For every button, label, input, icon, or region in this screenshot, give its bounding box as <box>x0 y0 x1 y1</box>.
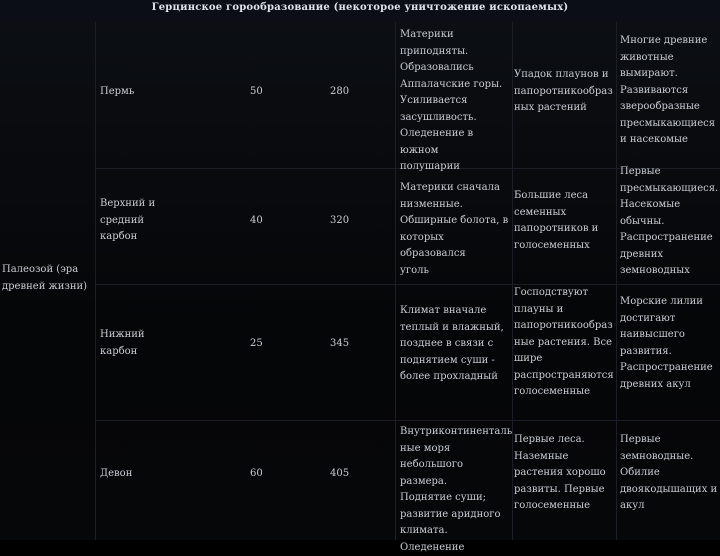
period-start-ago: 320 <box>330 215 350 226</box>
period-start-ago: 405 <box>330 468 350 479</box>
animals-cell: Первые пресмыкающиеся. Насекомые обычны. Распространение древних земноводных <box>620 166 719 276</box>
geology-climate-cell: Материки приподняты. Образовались Аппалачские горы. Усиливается засушливость. Оледенение в южном полушарии <box>400 29 503 172</box>
grid-line <box>395 22 396 540</box>
animals-cell: Морские лилии достигают наивысшего развития. Распространение древних акул <box>620 296 713 390</box>
period-start-ago: 345 <box>330 338 350 349</box>
plants-cell: Большие леса семенных папоротников и голосеменных <box>514 190 599 251</box>
table-header: Герцинское горообразование (некоторое уничтожение ископаемых) <box>151 2 569 13</box>
geology-climate-cell: Внутриконтиненталь ные моря небольшого размера. Поднятие суши; развитие аридного климата. Оледенение <box>400 426 513 553</box>
period-name: Девон <box>100 468 133 479</box>
grid-line <box>512 22 513 540</box>
geology-climate-cell: Материки сначала низменные. Обширные болота, в которых образовался уголь <box>400 182 509 276</box>
period-start-ago: 280 <box>330 86 350 97</box>
period-duration: 25 <box>250 338 263 349</box>
plants-cell: Господствуют плауны и папоротникообраз ные растения. Все шире распространяются голосеменные <box>514 287 614 397</box>
plants-cell: Первые леса. Наземные растения хорошо развиты. Первые голосеменные <box>514 434 606 511</box>
period-duration: 60 <box>250 468 263 479</box>
era-label: Палеозой (эра древней жизни) <box>2 264 88 292</box>
period-duration: 40 <box>250 215 263 226</box>
period-name: Нижний карбон <box>100 329 145 357</box>
grid-line <box>95 420 720 421</box>
geology-climate-cell: Климат вначале теплый и влажный, позднее в связи с поднятием суши - более прохладный <box>400 305 504 382</box>
animals-cell: Первые земноводные. Обилие двоякодышащих и акул <box>620 434 718 511</box>
grid-line <box>616 22 617 540</box>
period-duration: 50 <box>250 86 263 97</box>
period-name: Пермь <box>100 86 135 97</box>
animals-cell: Многие древние животные вымирают. Развиваются зверообразные пресмыкающиеся и насекомые <box>620 35 716 145</box>
plants-cell: Упадок плаунов и папоротникообраз ных растений <box>514 69 613 113</box>
period-name: Верхний и средний карбон <box>100 198 156 242</box>
grid-line <box>95 284 720 285</box>
grid-line <box>95 22 96 540</box>
